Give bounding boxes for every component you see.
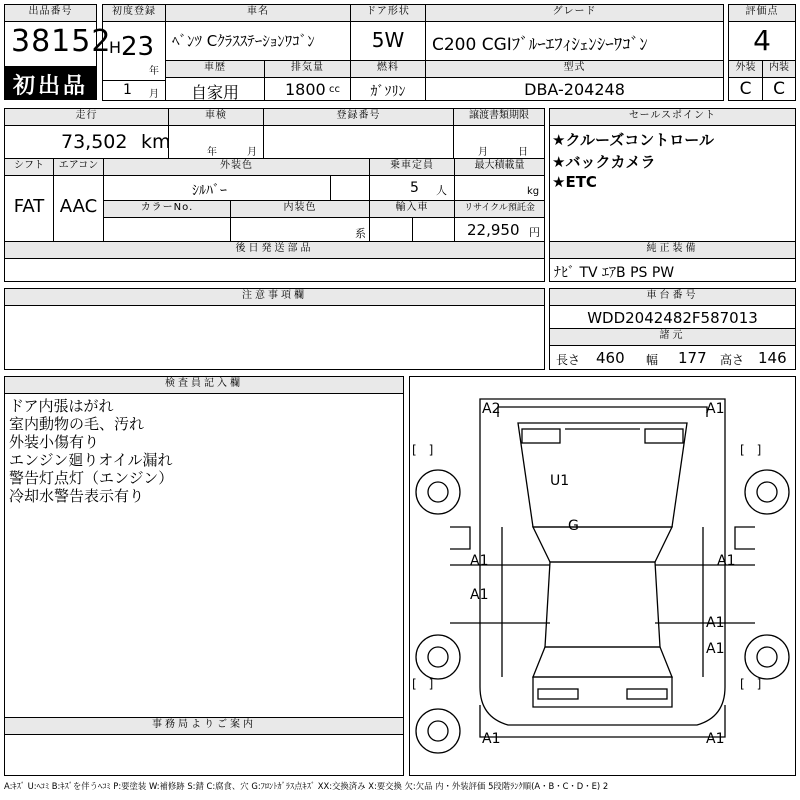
inspection-label: 車検: [168, 108, 264, 126]
chassis-label: 車台番号: [549, 288, 796, 306]
wheel-front-right: [745, 470, 789, 514]
model-label: 型式: [425, 60, 724, 78]
history: 自家用: [190, 83, 239, 102]
reg-divider: [103, 80, 165, 81]
ac-label: エアコン: [53, 158, 104, 176]
color-box: [103, 175, 370, 201]
import-label: 輸入車: [369, 200, 455, 218]
reg-era: H: [109, 38, 122, 57]
history-label: 車歴: [165, 60, 265, 78]
damage-mark: A1: [482, 731, 501, 747]
later-parts-box: [4, 258, 545, 282]
load-unit: kg: [527, 186, 540, 197]
equipment-label: 純正装備: [549, 241, 796, 259]
inspector-note: 警告灯点灯（エンジン）: [9, 469, 174, 487]
color: ｼﾙﾊﾞｰ: [192, 183, 227, 199]
ac: AAC: [59, 196, 98, 217]
door: 5W: [371, 28, 405, 52]
mileage: 73,502: [61, 131, 128, 153]
inspection-year-unit: 年: [207, 147, 217, 158]
car-diagram-svg: [410, 377, 795, 775]
chassis: WDD2042482F587013: [587, 309, 758, 327]
bracket-mark: [ ]: [740, 443, 762, 457]
fuel-label: 燃料: [350, 60, 426, 78]
dims-box: [549, 345, 796, 370]
exterior-label: 外装: [728, 60, 763, 78]
score-box: [728, 21, 796, 61]
grade-label: グレード: [425, 4, 724, 22]
registration-box: [102, 21, 166, 101]
damage-mark: G: [568, 518, 579, 534]
damage-mark: A1: [470, 587, 489, 603]
seats-unit: 人: [436, 184, 447, 197]
reg-year: 23: [121, 32, 155, 62]
reg-month: 1: [123, 82, 132, 98]
recycle-unit: 円: [529, 226, 540, 239]
inspector-note: エンジン廻りオイル漏れ: [9, 451, 173, 469]
reg-year-unit: 年: [149, 66, 159, 77]
color-divider: [330, 176, 331, 200]
legend: A:ｷｽﾞ U:ﾍｺﾐ B:ｷｽﾞを伴うﾍｺﾐ P:要塗装 W:補修跡 S:錆 C:腐食、穴 G:ﾌﾛﾝﾄｶﾞﾗｽ点ｷｽﾞ XX:交換済み X:要交換 欠:欠品 内・外装評価 5段階ﾗﾝｸ順(A・B・C・D・E) 2: [4, 781, 609, 791]
score-label: 評価点: [728, 4, 796, 22]
headlight-right: [645, 429, 683, 443]
length-label: 長さ: [556, 353, 581, 367]
inspection-box: [168, 125, 264, 159]
width-label: 幅: [646, 353, 659, 367]
fuel-box: [350, 77, 426, 101]
tailgate: [533, 677, 672, 707]
interior-grade-box: [762, 77, 796, 101]
office-label: 事務局よりご案内: [4, 717, 404, 735]
damage-mark: A1: [470, 553, 489, 569]
notes-box: [4, 305, 545, 370]
int-color-label: 内装色: [230, 200, 370, 218]
height-label: 高さ: [720, 353, 745, 367]
seats-label: 乗車定員: [369, 158, 455, 176]
color-no-box: [103, 217, 231, 242]
sales-points-label: セールスポイント: [549, 108, 796, 126]
height: 146: [758, 349, 787, 367]
import-divider: [412, 218, 413, 241]
damage-mark: A1: [717, 553, 736, 569]
later-parts-label: 後日発送部品: [4, 241, 545, 259]
recycle-label: リサイクル預託金: [454, 200, 545, 218]
damage-mark: A1: [706, 401, 725, 417]
damage-mark: A2: [482, 401, 501, 417]
color-no-label: カラーNo.: [103, 200, 231, 218]
plate-label: 登録番号: [263, 108, 454, 126]
car-name-box: [165, 21, 351, 61]
interior-label: 内装: [762, 60, 796, 78]
office-box: [4, 734, 404, 776]
front-bumper-inner: [498, 407, 707, 417]
damage-mark: U1: [550, 473, 570, 489]
sales-point: ★ETC: [552, 173, 597, 191]
car-name: ﾍﾞﾝﾂ Cｸﾗｽｽﾃｰｼｮﾝﾜｺﾞﾝ: [172, 32, 315, 50]
sales-point: ★クルーズコントロール: [552, 131, 714, 149]
body-outline: [480, 417, 725, 725]
grade: C200 CGIﾌﾞﾙｰｴﾌｨｼｪﾝｼｰﾜｺﾞﾝ: [432, 35, 648, 55]
load-label: 最大積載量: [454, 158, 545, 176]
transfer-box: [453, 125, 545, 159]
mileage-unit: km: [141, 131, 171, 153]
transfer-label: 譲渡書類期限: [453, 108, 545, 126]
mileage-box: [4, 125, 169, 159]
shift-box: [4, 175, 54, 242]
score: 4: [753, 24, 771, 57]
load-box: [454, 175, 545, 201]
interior-grade: C: [773, 79, 785, 99]
exterior-grade-box: [728, 77, 763, 101]
history-box: [165, 77, 265, 101]
car-diagram: [409, 376, 796, 776]
spare-wheel: [416, 709, 460, 753]
reg-month-unit: 月: [149, 89, 159, 100]
seats: 5: [410, 180, 419, 196]
seats-box: [369, 175, 455, 201]
headlight-left: [522, 429, 560, 443]
model: DBA-204248: [524, 80, 625, 99]
wheel-rear-left: [416, 635, 460, 679]
length: 460: [596, 349, 625, 367]
mileage-label: 走行: [4, 108, 169, 126]
bracket-mark: [ ]: [412, 677, 434, 691]
lot-no-label: 出品番号: [4, 4, 97, 22]
damage-mark: A1: [706, 615, 725, 631]
inspector-note: 室内動物の毛、汚れ: [9, 415, 145, 433]
bracket-mark: [ ]: [412, 443, 434, 457]
lot-no-box: [4, 21, 112, 67]
inspection-month-unit: 月: [247, 147, 257, 158]
inspector-label: 検査員記入欄: [4, 376, 404, 394]
chassis-box: [549, 305, 796, 329]
sales-points-box: [549, 125, 796, 242]
equipment-box: [549, 258, 796, 282]
transfer-month-unit: 月: [478, 147, 488, 158]
first-listing-badge: [4, 66, 97, 100]
recycle-box: [454, 217, 545, 242]
door-box: [350, 21, 426, 61]
roof-outline: [545, 562, 660, 647]
inspector-note: ドア内張はがれ: [9, 397, 114, 415]
inspector-note: 外装小傷有り: [9, 433, 100, 451]
rear-bumper: [480, 705, 725, 737]
model-box: [425, 77, 724, 101]
transfer-day-unit: 日: [518, 147, 528, 158]
bracket-mark: [ ]: [740, 677, 762, 691]
door-label: ドア形状: [350, 4, 426, 22]
damage-mark: A1: [706, 641, 725, 657]
front-bumper-outline: [480, 399, 725, 417]
fuel: ｶﾞｿﾘﾝ: [370, 84, 406, 100]
grade-box: [425, 21, 724, 61]
shift: FAT: [13, 196, 45, 217]
displacement-label: 排気量: [264, 60, 351, 78]
car-name-label: 車名: [165, 4, 351, 22]
windshield-outline: [533, 527, 672, 562]
rear-window: [533, 647, 672, 677]
displacement-unit: cc: [329, 84, 340, 95]
notes-label: 注意事項欄: [4, 288, 545, 306]
dims-label: 諸元: [549, 328, 796, 346]
int-color-box: [230, 217, 370, 242]
int-color-suffix: 系: [355, 227, 366, 240]
hood-outline: [518, 423, 687, 527]
width: 177: [678, 349, 707, 367]
lot-no: 38152: [11, 24, 112, 59]
plate-box: [263, 125, 454, 159]
color-label: 外装色: [103, 158, 370, 176]
wheel-front-left: [416, 470, 460, 514]
inspector-box: [4, 393, 404, 718]
damage-mark: A1: [706, 731, 725, 747]
registration-label: 初度登録: [102, 4, 166, 22]
sales-point: ★バックカメラ: [552, 153, 656, 171]
displacement: 1800: [285, 80, 326, 99]
ac-box: [53, 175, 104, 242]
inspector-note: 冷却水警告表示有り: [9, 487, 145, 505]
shift-label: シフト: [4, 158, 54, 176]
equipment: ﾅﾋﾞ TV ｴｱB PS PW: [554, 265, 675, 281]
first-listing-text: 初出品: [12, 74, 88, 99]
recycle: 22,950: [467, 221, 520, 239]
import-box: [369, 217, 455, 242]
wheel-rear-right: [745, 635, 789, 679]
displacement-box: [264, 77, 351, 101]
exterior-grade: C: [739, 79, 752, 99]
